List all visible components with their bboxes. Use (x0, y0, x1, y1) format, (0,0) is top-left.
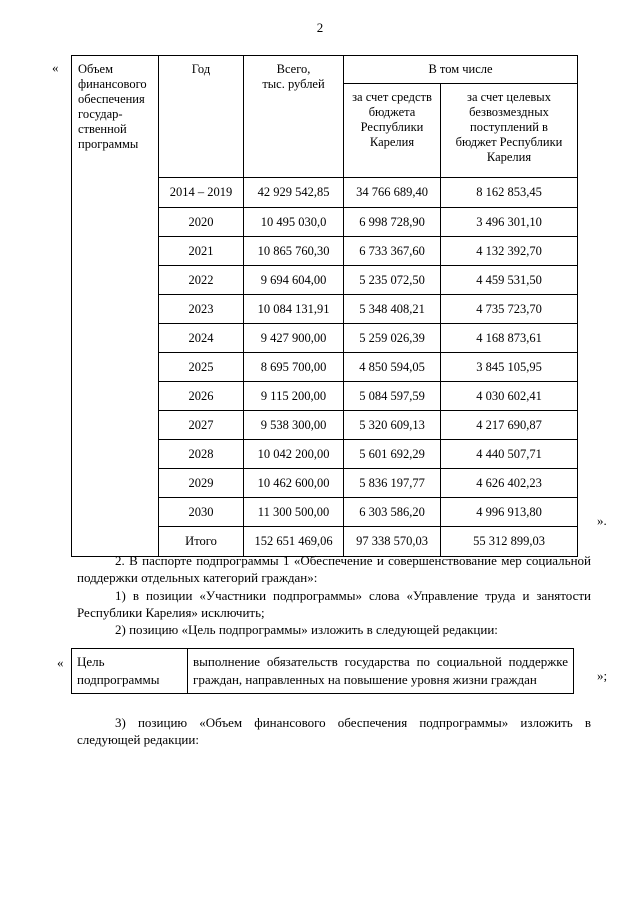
table-row: 2030 11 300 500,00 6 303 586,20 4 996 913,80 (72, 498, 578, 527)
table-row: 2027 9 538 300,00 5 320 609,13 4 217 690,87 (72, 411, 578, 440)
table-row: 2024 9 427 900,00 5 259 026,39 4 168 873,61 (72, 324, 578, 353)
paragraph-2-3: 3) позицию «Объем финансового обеспечения подпрограммы» изложить в следующей редакции: (77, 715, 591, 747)
table-row: 2020 10 495 030,0 6 998 728,90 3 496 301,10 (72, 208, 578, 237)
total-header: Всего, тыс. рублей (244, 56, 344, 178)
paragraph-2: 2. В паспорте подпрограммы 1 «Обеспечение и совершенствование мер социальной поддержки отдельных категорий граждан»: (77, 553, 591, 585)
goal-value: выполнение обязательств государства по социальной поддержке граждан, направленных на повышение уровня жизни граждан (188, 649, 574, 694)
goal-table (71, 648, 574, 694)
financing-table (71, 55, 578, 557)
targeted-header: за счет целевых безвозмездных поступлений в бюджет Республики Карелия (441, 84, 578, 178)
page-number: 2 (316, 20, 324, 35)
table-row: 2021 10 865 760,30 6 733 367,60 4 132 392,70 (72, 237, 578, 266)
close-quote-1: ». (597, 513, 607, 528)
open-quote-1: « (52, 60, 59, 75)
table-total-row: Итого 152 651 469,06 97 338 570,03 55 312 899,03 (72, 527, 578, 557)
paragraph-2-1: 1) в позиции «Участники подпрограммы» слова «Управление труда и занятости Республики Карелия» исключить; (77, 588, 591, 620)
table-row: 2026 9 115 200,00 5 084 597,59 4 030 602,41 (72, 382, 578, 411)
including-header: В том числе (344, 56, 578, 84)
open-quote-2: « (57, 655, 64, 670)
goal-label: Цель подпрограммы (72, 649, 188, 694)
paragraph-2-2: 2) позицию «Цель подпрограммы» изложить в следующей редакции: (115, 622, 498, 637)
table-row: 2023 10 084 131,91 5 348 408,21 4 735 723,70 (72, 295, 578, 324)
budget-header: за счет средств бюджета Республики Карелия (344, 84, 441, 178)
table-row: 2029 10 462 600,00 5 836 197,77 4 626 402,23 (72, 469, 578, 498)
financing-label: Объем финансового обеспечения государ- ственной программы (72, 56, 159, 557)
year-header: Год (159, 56, 244, 178)
table-row: 2025 8 695 700,00 4 850 594,05 3 845 105,95 (72, 353, 578, 382)
table-row: 2022 9 694 604,00 5 235 072,50 4 459 531,50 (72, 266, 578, 295)
table-row: 2028 10 042 200,00 5 601 692,29 4 440 507,71 (72, 440, 578, 469)
table-row: 2014 – 2019 42 929 542,85 34 766 689,40 8 162 853,45 (72, 178, 578, 208)
close-quote-2: »; (597, 668, 608, 683)
